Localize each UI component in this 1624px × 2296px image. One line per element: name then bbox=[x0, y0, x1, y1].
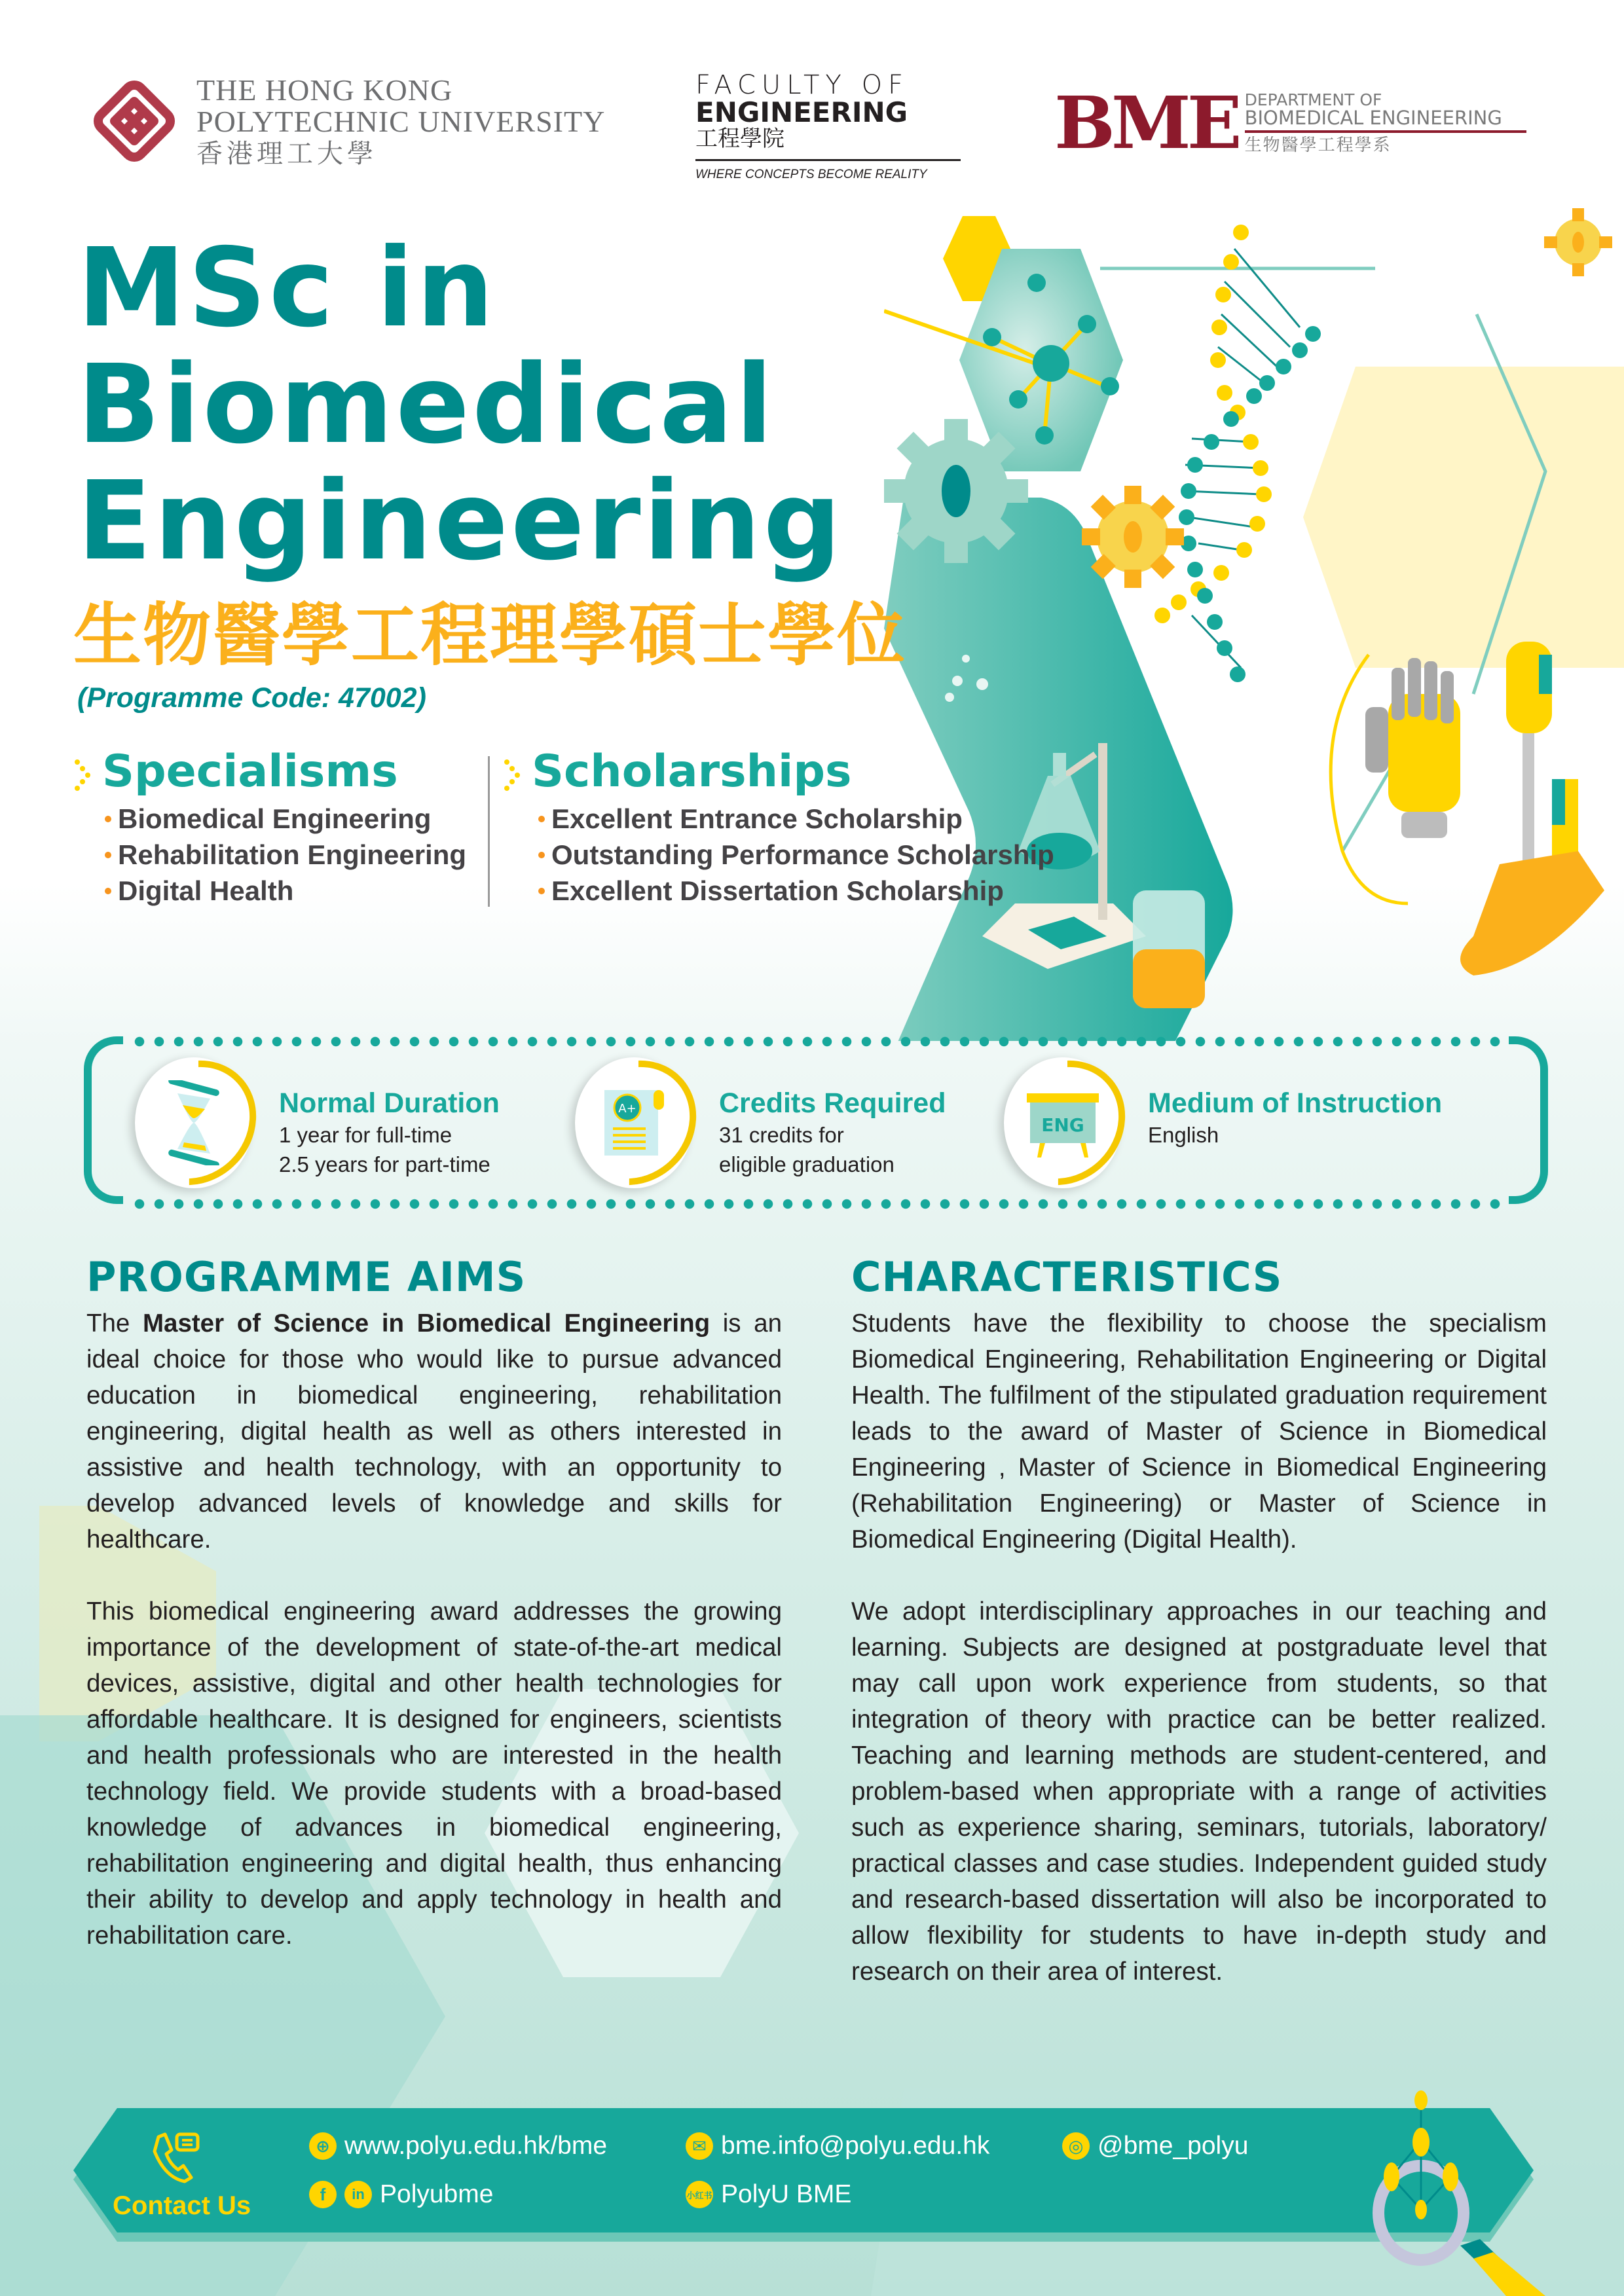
polyu-name-line1: THE HONG KONG bbox=[196, 73, 453, 107]
programme-code: (Programme Code: 47002) bbox=[77, 682, 426, 714]
xiaohongshu-link[interactable]: 小红书 PolyU BME bbox=[686, 2180, 852, 2208]
info-line: 1 year for full-time bbox=[279, 1123, 452, 1148]
characteristics-title: CHARACTERISTICS bbox=[851, 1253, 1283, 1301]
band-bracket-right bbox=[1509, 1036, 1548, 1204]
page-title bbox=[77, 225, 844, 585]
bullet-icon bbox=[538, 852, 545, 858]
info-medium-of-instruction bbox=[1004, 1057, 1442, 1188]
band-dots-bottom bbox=[130, 1199, 1502, 1209]
title-chinese: 生物醫學工程理學碩士學位 bbox=[73, 595, 907, 675]
bullet-icon bbox=[105, 816, 111, 822]
scholarship-item: Excellent Entrance Scholarship bbox=[538, 801, 1054, 837]
chevron-dots-icon bbox=[503, 757, 525, 787]
xiaohongshu-icon: 小红书 bbox=[686, 2181, 713, 2208]
characteristics-paragraph-2: We adopt interdisciplinary approaches in our teaching and learning. Subjects are designed at postgraduate level that may call upon work experience from students, so that integration of theory with practice can be better realized. Teaching and learning methods are student-centered, and problem-based when appropriate with a range of activities such as experience sharing, seminars, tutorials, laboratory/ practical classes and case studies. Independent guided study and research-based dissertation will also be incorporated to allow flexibility for students to have in-depth study and research on their area of interest. bbox=[851, 1597, 1547, 1986]
specialism-item: Digital Health bbox=[105, 873, 466, 909]
faculty-zh: 工程學院 bbox=[695, 126, 784, 152]
email-link[interactable]: ✉ bme.info@polyu.edu.hk bbox=[686, 2132, 989, 2160]
scholarship-item: Outstanding Performance Scholarship bbox=[538, 837, 1054, 873]
info-line: 2.5 years for part-time bbox=[279, 1152, 490, 1176]
info-title: Normal Duration bbox=[279, 1087, 500, 1119]
polyu-name-zh: 香港理工大學 bbox=[196, 139, 377, 169]
facebook-icon: f bbox=[309, 2181, 337, 2208]
specialisms-section bbox=[73, 746, 467, 909]
bme-department-logo bbox=[1054, 80, 1526, 165]
scholarships-section bbox=[503, 746, 1054, 909]
faculty-line1: FACULTY OF bbox=[695, 70, 910, 100]
programme-aims-title: PROGRAMME AIMS bbox=[86, 1253, 526, 1301]
faculty-line2: ENGINEERING bbox=[695, 96, 908, 128]
specialism-item: Biomedical Engineering bbox=[105, 801, 466, 837]
faculty-rule bbox=[695, 159, 961, 161]
mail-icon: ✉ bbox=[686, 2132, 713, 2160]
bme-mark: BME bbox=[1054, 80, 1238, 165]
department-line1: DEPARTMENT OF bbox=[1244, 90, 1382, 109]
bullet-icon bbox=[538, 888, 545, 894]
instagram-icon: ◎ bbox=[1062, 2132, 1090, 2160]
facebook-linkedin-link[interactable]: f in Polyubme bbox=[309, 2180, 493, 2209]
title-line-1: MSc in bbox=[77, 225, 497, 352]
specialisms-title: Specialisms bbox=[102, 746, 398, 797]
column-divider bbox=[488, 756, 490, 907]
contact-footer bbox=[73, 2108, 1534, 2232]
chevron-dots-icon bbox=[73, 757, 96, 787]
title-line-3: Engineering bbox=[77, 458, 844, 585]
band-bracket-left bbox=[84, 1036, 123, 1204]
scholarships-title: Scholarships bbox=[532, 746, 852, 797]
easel-icon bbox=[1004, 1057, 1122, 1188]
title-line-2: Biomedical bbox=[77, 342, 776, 468]
aims-paragraph-2: This biomedical engineering award addresses the growing importance of the development of state-of-the-art medical devices, assistive, digital and other health technologies for affordable healthcare. It is designed for engineers, scientists and health professionals who are interested in the health technology field. We provide students with a broad-based knowledge of advances in biomedical engineering, rehabilitation engineering and digital health, thus enhancing their ability to develop and apply technology in health and rehabilitation care. bbox=[86, 1597, 782, 1950]
grade-badge: A+ bbox=[618, 1102, 637, 1116]
scholarship-item: Excellent Dissertation Scholarship bbox=[538, 873, 1054, 909]
characteristics-section bbox=[851, 1253, 1547, 1990]
certificate-icon bbox=[575, 1057, 693, 1188]
programme-aims-section bbox=[86, 1253, 782, 1954]
key-facts-band bbox=[84, 1031, 1548, 1209]
characteristics-paragraph-1: Students have the flexibility to choose the specialism Biomedical Engineering, Rehabilitation Engineering or Digital Health. The fulfilment of the stipulated graduation requirement leads to the award of Master of Science in Biomedical Engineering , Master of Science in Biomedical Engineering (Rehabilitation Engineering) or Master of Science in Biomedical Engineering (Digital Health). bbox=[851, 1309, 1547, 1554]
bullet-icon bbox=[105, 888, 111, 894]
website-link[interactable]: ⊕ www.polyu.edu.hk/bme bbox=[309, 2132, 607, 2160]
eng-label: ENG bbox=[1041, 1114, 1084, 1136]
polyu-logo bbox=[85, 72, 605, 170]
globe-icon: ⊕ bbox=[309, 2132, 337, 2160]
department-line2: BIOMEDICAL ENGINEERING bbox=[1244, 107, 1502, 129]
info-credits-required bbox=[575, 1057, 946, 1188]
phone-chat-icon bbox=[145, 2132, 204, 2184]
contact-us-label: Contact Us bbox=[113, 2191, 251, 2220]
info-title: Credits Required bbox=[719, 1087, 946, 1119]
department-zh: 生物醫學工程學系 bbox=[1244, 136, 1392, 156]
info-title: Medium of Instruction bbox=[1148, 1087, 1443, 1119]
faculty-logo bbox=[695, 72, 964, 182]
band-dots-top bbox=[130, 1036, 1502, 1047]
polyu-knot-icon bbox=[85, 72, 183, 170]
bullet-icon bbox=[538, 816, 545, 822]
info-line: English bbox=[1148, 1123, 1219, 1148]
info-line: 31 credits for bbox=[719, 1123, 844, 1148]
department-rule bbox=[1245, 130, 1526, 133]
hourglass-icon bbox=[135, 1057, 253, 1188]
contact-us bbox=[113, 2132, 251, 2221]
instagram-link[interactable]: ◎ @bme_polyu bbox=[1062, 2132, 1248, 2160]
programme-name-bold: Master of Science in Biomedical Engineering bbox=[142, 1309, 710, 1338]
bullet-icon bbox=[105, 852, 111, 858]
faculty-tagline: WHERE CONCEPTS BECOME REALITY bbox=[695, 168, 927, 182]
info-line: eligible graduation bbox=[719, 1152, 895, 1176]
specialism-item: Rehabilitation Engineering bbox=[105, 837, 466, 873]
info-normal-duration bbox=[135, 1057, 500, 1188]
hero-illustration bbox=[884, 196, 1624, 1041]
linkedin-icon: in bbox=[344, 2181, 372, 2208]
polyu-name-line2: POLYTECHNIC UNIVERSITY bbox=[196, 105, 606, 138]
aims-paragraph-1: The Master of Science in Biomedical Engineering is an ideal choice for those who would like to pursue advanced education in biomedical engineering, rehabilitation engineering, digital health as well as others interested in assistive and health technology, with an opportunity to develop advanced levels of knowledge and skills for healthcare. bbox=[86, 1309, 782, 1554]
magnifier-molecule-illustration bbox=[1329, 2082, 1624, 2296]
